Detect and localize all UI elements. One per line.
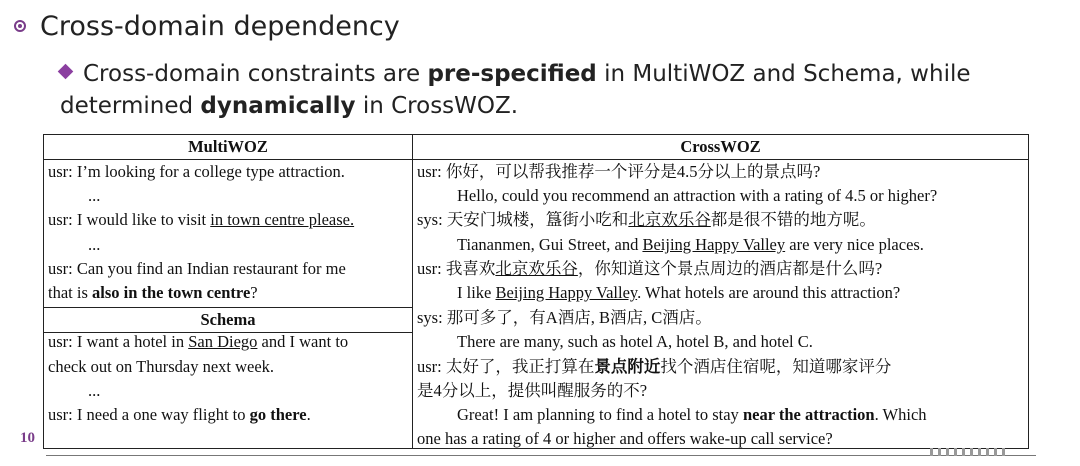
schema-line-3: usr: I need a one way flight to go there. [48, 405, 311, 424]
slide-title-row [14, 6, 400, 46]
footer-decoration [930, 448, 1005, 456]
schema-header: Schema [44, 307, 412, 333]
multiwoz-line-4: that is also in the town centre? [48, 283, 258, 302]
subtitle-text-2: in MultiWOZ and Schema, while determined [60, 61, 971, 119]
crosswoz-column [413, 135, 1028, 448]
multiwoz-header: MultiWOZ [44, 135, 412, 160]
multiwoz-schema-column [44, 135, 413, 448]
crosswoz-line-2: Hello, could you recommend an attraction with a rating of 4.5 or higher? [457, 186, 938, 205]
multiwoz-line-3: usr: Can you find an Indian restaurant for me [48, 259, 346, 278]
diamond-bullet-icon [58, 64, 74, 80]
crosswoz-line-7: sys: 那可多了，有A酒店, B酒店, C酒店。 [417, 308, 712, 327]
crosswoz-line-4: Tiananmen, Gui Street, and Beijing Happy Valley are very nice places. [457, 235, 924, 254]
subtitle-text-1: Cross-domain constraints are [83, 61, 428, 87]
subtitle-bold-1: pre-specified [427, 61, 597, 87]
subtitle-bold-2: dynamically [200, 93, 356, 119]
crosswoz-line-3: sys: 天安门城楼，簋街小吃和北京欢乐谷都是很不错的地方呢。 [417, 210, 876, 229]
crosswoz-line-11: Great! I am planning to find a hotel to stay near the attraction. Which [457, 405, 927, 424]
multiwoz-ellipsis-1: ... [88, 186, 101, 205]
crosswoz-line-5: usr: 我喜欢北京欢乐谷，你知道这个景点周边的酒店都是什么吗? [417, 259, 883, 278]
multiwoz-line-2: usr: I would like to visit in town centre please. [48, 210, 355, 229]
slide-title: Cross-domain dependency [40, 10, 400, 42]
comparison-table [43, 134, 1029, 449]
crosswoz-line-8: There are many, such as hotel A, hotel B, and hotel C. [457, 332, 813, 351]
circle-bullet-icon [14, 20, 26, 32]
subtitle-text-3: in CrossWOZ. [355, 93, 519, 119]
multiwoz-ellipsis-2: ... [88, 235, 101, 254]
crosswoz-line-10: 是4分以上，提供叫醒服务的不? [417, 381, 648, 400]
crosswoz-line-6: I like Beijing Happy Valley. What hotels are around this attraction? [457, 283, 901, 302]
schema-line-2: check out on Thursday next week. [48, 357, 275, 376]
subtitle-bullet [60, 58, 1070, 122]
crosswoz-line-12: one has a rating of 4 or higher and offers wake-up call service? [417, 429, 833, 448]
footer-rule [46, 455, 1036, 456]
schema-ellipsis: ... [88, 381, 101, 400]
crosswoz-line-1: usr: 你好，可以帮我推荐一个评分是4.5分以上的景点吗? [417, 162, 821, 181]
crosswoz-line-9: usr: 太好了，我正打算在景点附近找个酒店住宿呢，知道哪家评分 [417, 357, 892, 376]
schema-line-1: usr: I want a hotel in San Diego and I want to [48, 332, 349, 351]
multiwoz-line-1: usr: I’m looking for a college type attraction. [48, 162, 345, 181]
crosswoz-header: CrossWOZ [413, 135, 1028, 160]
page-number: 10 [20, 430, 35, 446]
